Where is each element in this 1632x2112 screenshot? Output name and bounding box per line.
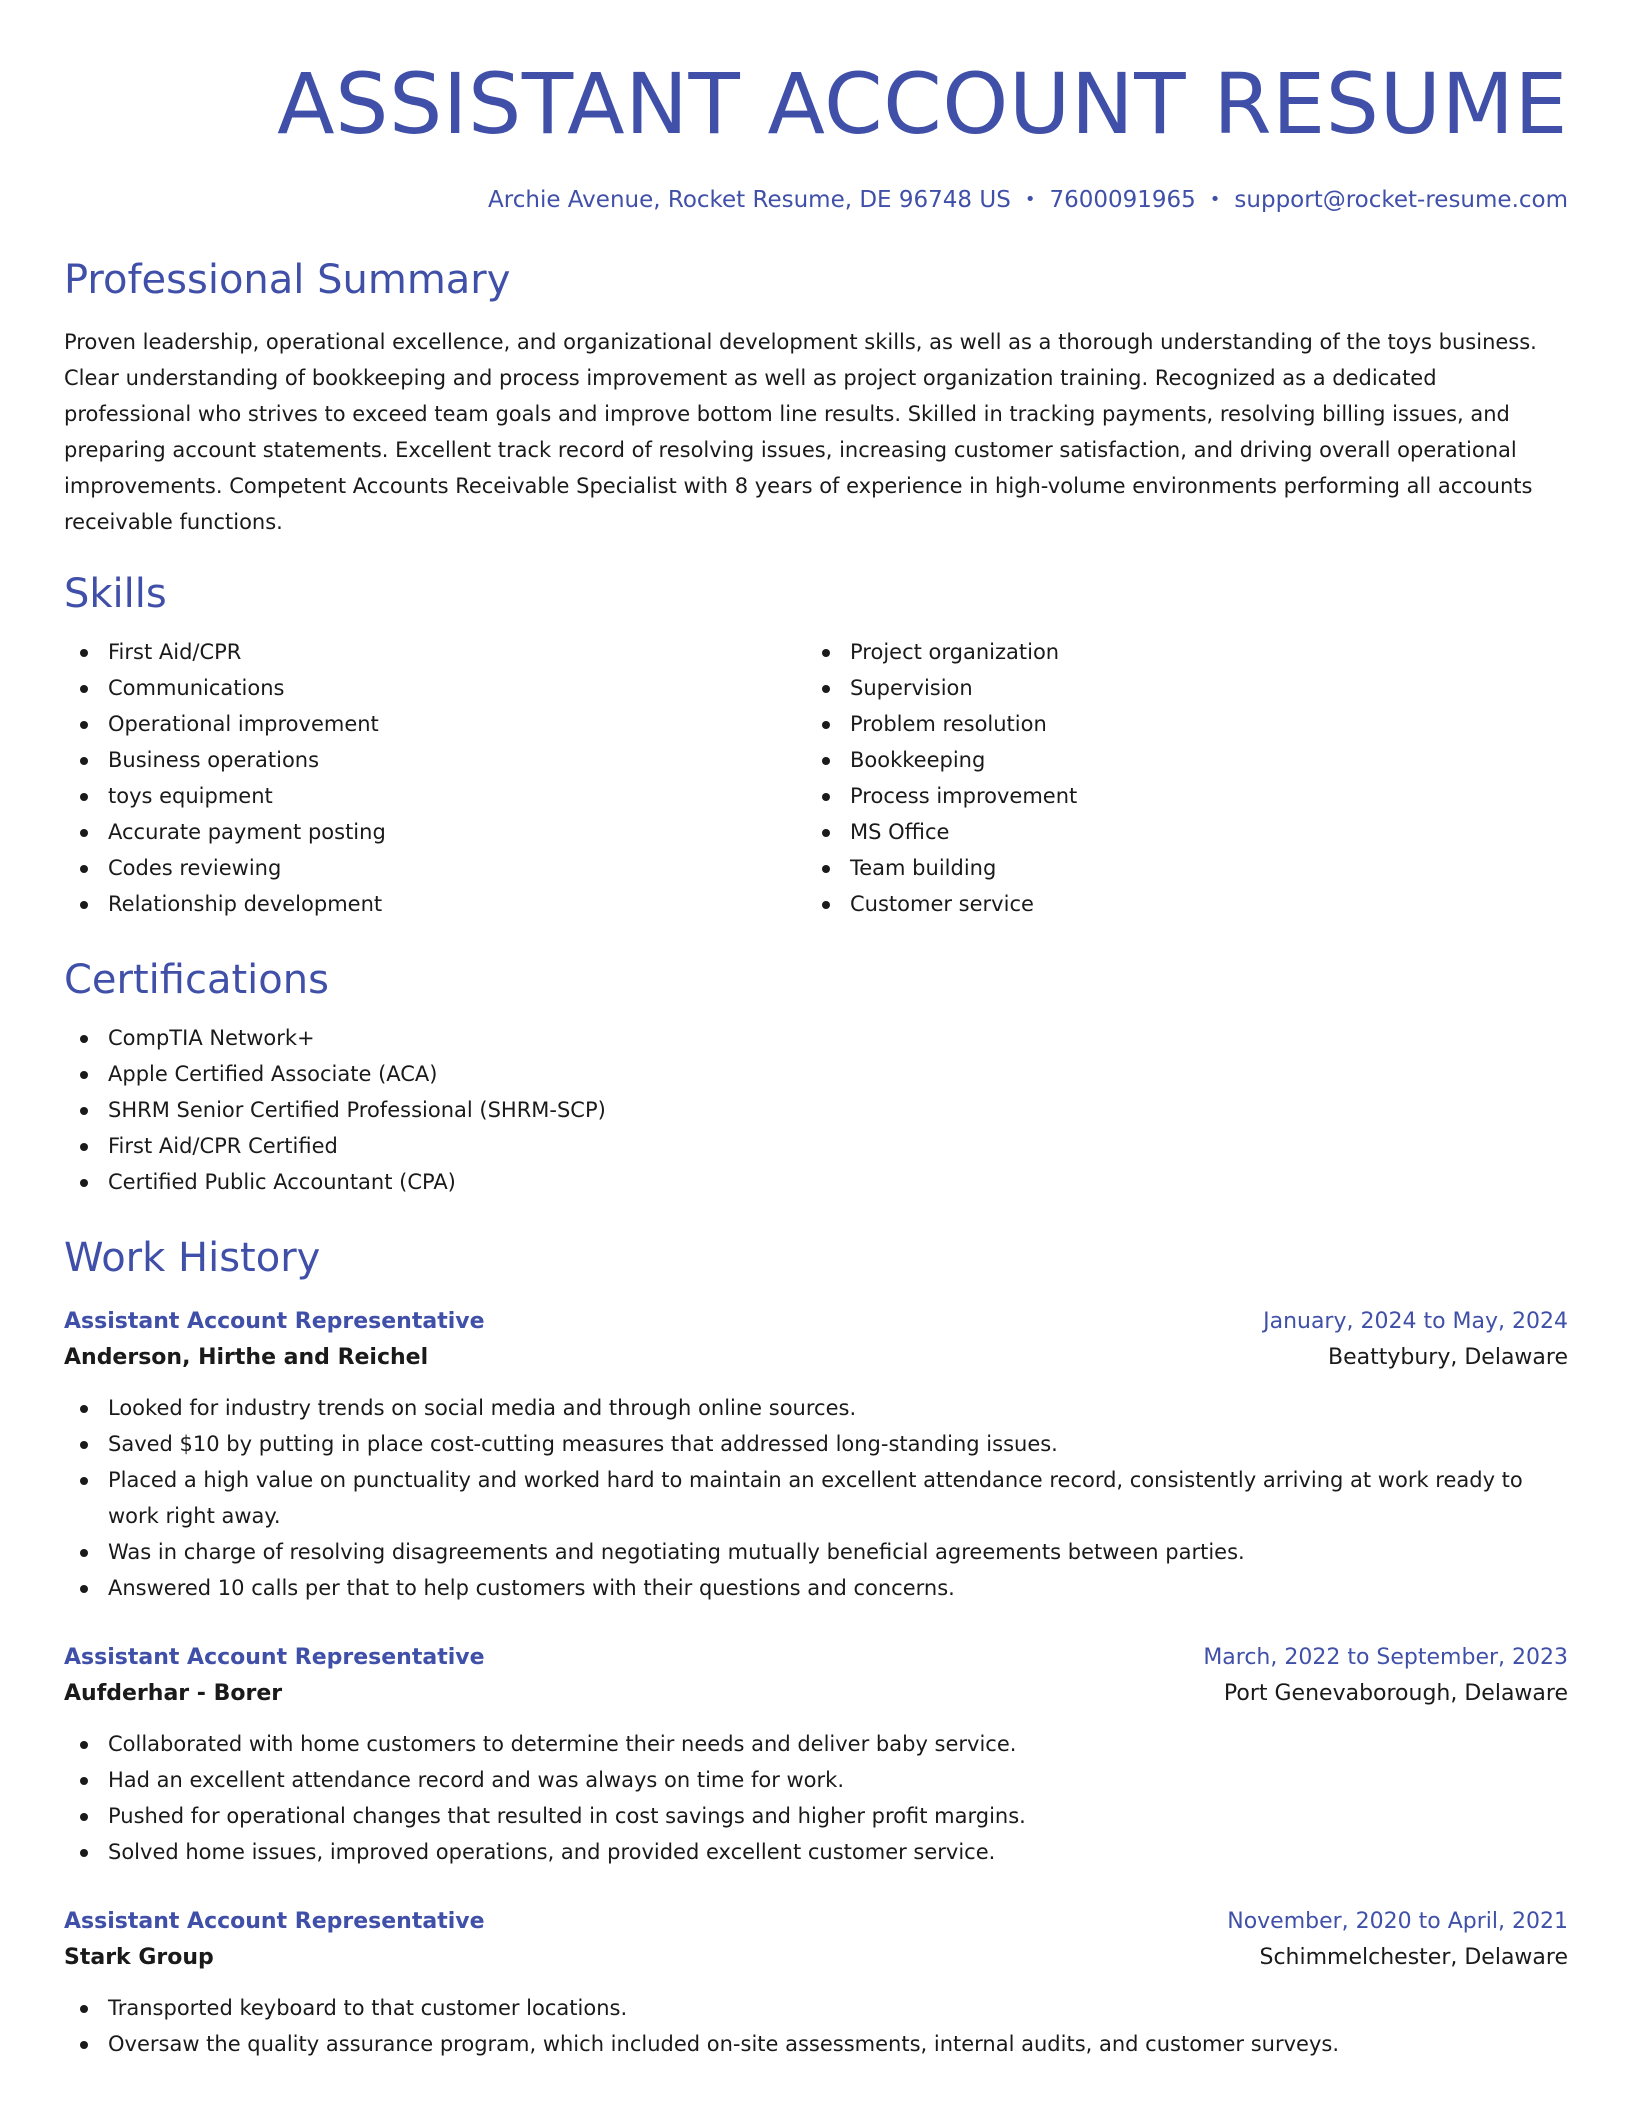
job-company-row bbox=[64, 1340, 1568, 1376]
skill-item: toys equipment bbox=[64, 778, 806, 814]
skills-column-left bbox=[64, 634, 806, 922]
job-role: Assistant Account Representative bbox=[64, 1309, 485, 1334]
certification-item: Certified Public Accountant (CPA) bbox=[64, 1164, 1568, 1200]
job-title-row bbox=[64, 1304, 1568, 1340]
contact-email[interactable]: support@rocket-resume.com bbox=[1234, 187, 1568, 213]
job-duty: Pushed for operational changes that resulted in cost savings and higher profit margins. bbox=[64, 1798, 1568, 1834]
certifications-list bbox=[64, 1020, 1568, 1200]
job-company-row bbox=[64, 1940, 1568, 1976]
skill-item: Process improvement bbox=[806, 778, 1548, 814]
contact-separator: • bbox=[1209, 189, 1221, 210]
job-company: Anderson, Hirthe and Reichel bbox=[64, 1345, 429, 1370]
job-location: Schimmelchester, Delaware bbox=[1259, 1945, 1568, 1970]
resume-title: ASSISTANT ACCOUNT RESUME bbox=[277, 55, 1568, 153]
certification-item: CompTIA Network+ bbox=[64, 1020, 1568, 1056]
skills-list-left bbox=[64, 634, 806, 922]
skill-item: Customer service bbox=[806, 886, 1548, 922]
work-history-heading: Work History bbox=[64, 1235, 321, 1281]
contact-address: Archie Avenue, Rocket Resume, DE 96748 US bbox=[488, 187, 1011, 213]
job-duty: Oversaw the quality assurance program, which included on-site assessments, internal audits, and customer surveys. bbox=[64, 2026, 1568, 2062]
skills-list-right bbox=[806, 634, 1548, 922]
skill-item: Accurate payment posting bbox=[64, 814, 806, 850]
job-duty: Saved $10 by putting in place cost-cutting measures that addressed long-standing issues. bbox=[64, 1426, 1568, 1462]
skill-item: Relationship development bbox=[64, 886, 806, 922]
contact-separator: • bbox=[1024, 189, 1036, 210]
job-location: Port Genevaborough, Delaware bbox=[1223, 1681, 1568, 1706]
job-duty: Solved home issues, improved operations, and provided excellent customer service. bbox=[64, 1834, 1568, 1870]
job-dates: March, 2022 to September, 2023 bbox=[1203, 1645, 1568, 1670]
job-duty: Was in charge of resolving disagreements and negotiating mutually beneficial agreements between parties. bbox=[64, 1534, 1568, 1570]
summary-heading: Professional Summary bbox=[64, 257, 511, 303]
skills-column-right bbox=[806, 634, 1548, 922]
certification-item: First Aid/CPR Certified bbox=[64, 1128, 1568, 1164]
skill-item: Team building bbox=[806, 850, 1548, 886]
skill-item: Codes reviewing bbox=[64, 850, 806, 886]
job-duty: Looked for industry trends on social media and through online sources. bbox=[64, 1390, 1568, 1426]
job-entry bbox=[64, 1304, 1568, 1606]
contact-line bbox=[64, 186, 1568, 214]
job-company-row bbox=[64, 1676, 1568, 1712]
job-role: Assistant Account Representative bbox=[64, 1909, 485, 1934]
job-duty: Collaborated with home customers to determine their needs and deliver baby service. bbox=[64, 1726, 1568, 1762]
job-entry bbox=[64, 1640, 1568, 1870]
skill-item: Project organization bbox=[806, 634, 1548, 670]
job-duties-list bbox=[64, 1390, 1568, 1606]
job-role: Assistant Account Representative bbox=[64, 1645, 485, 1670]
certification-item: SHRM Senior Certified Professional (SHRM-SCP) bbox=[64, 1092, 1568, 1128]
skills-heading: Skills bbox=[64, 571, 167, 617]
skill-item: MS Office bbox=[806, 814, 1548, 850]
skill-item: Problem resolution bbox=[806, 706, 1548, 742]
job-location: Beattybury, Delaware bbox=[1328, 1345, 1568, 1370]
contact-phone: 7600091965 bbox=[1049, 187, 1196, 213]
skill-item: Communications bbox=[64, 670, 806, 706]
skill-item: Operational improvement bbox=[64, 706, 806, 742]
certifications-heading: Certifications bbox=[64, 957, 329, 1003]
skill-item: Business operations bbox=[64, 742, 806, 778]
resume-header bbox=[64, 56, 1568, 214]
job-title-row bbox=[64, 1640, 1568, 1676]
skill-item: First Aid/CPR bbox=[64, 634, 806, 670]
job-duties-list bbox=[64, 1990, 1568, 2062]
job-duty: Answered 10 calls per that to help customers with their questions and concerns. bbox=[64, 1570, 1568, 1606]
job-dates: January, 2024 to May, 2024 bbox=[1263, 1309, 1568, 1334]
job-title-row bbox=[64, 1904, 1568, 1940]
skills-grid bbox=[64, 634, 1568, 922]
skill-item: Supervision bbox=[806, 670, 1548, 706]
job-duty: Had an excellent attendance record and was always on time for work. bbox=[64, 1762, 1568, 1798]
job-company: Stark Group bbox=[64, 1945, 214, 1970]
job-duty: Transported keyboard to that customer locations. bbox=[64, 1990, 1568, 2026]
job-duty: Placed a high value on punctuality and worked hard to maintain an excellent attendance record, consistently arriving at work ready to work right away. bbox=[64, 1462, 1568, 1534]
certification-item: Apple Certified Associate (ACA) bbox=[64, 1056, 1568, 1092]
job-entry bbox=[64, 1904, 1568, 2062]
job-dates: November, 2020 to April, 2021 bbox=[1227, 1909, 1568, 1934]
skill-item: Bookkeeping bbox=[806, 742, 1548, 778]
summary-text: Proven leadership, operational excellence, and organizational development skills, as well as a thorough understanding of the toys business. Clear understanding of bookkeeping and process improvement as well as project organization training. Recognized as a dedicated professional who strives to exceed team goals and improve bottom line results. Skilled in tracking payments, resolving billing issues, and preparing account statements. Excellent track record of resolving issues, increasing customer satisfaction, and driving overall operational improvements. Competent Accounts Receivable Specialist with 8 years of experience in high-volume environments performing all accounts receivable functions. bbox=[64, 330, 1537, 534]
job-company: Aufderhar - Borer bbox=[64, 1681, 283, 1706]
job-duties-list bbox=[64, 1726, 1568, 1870]
